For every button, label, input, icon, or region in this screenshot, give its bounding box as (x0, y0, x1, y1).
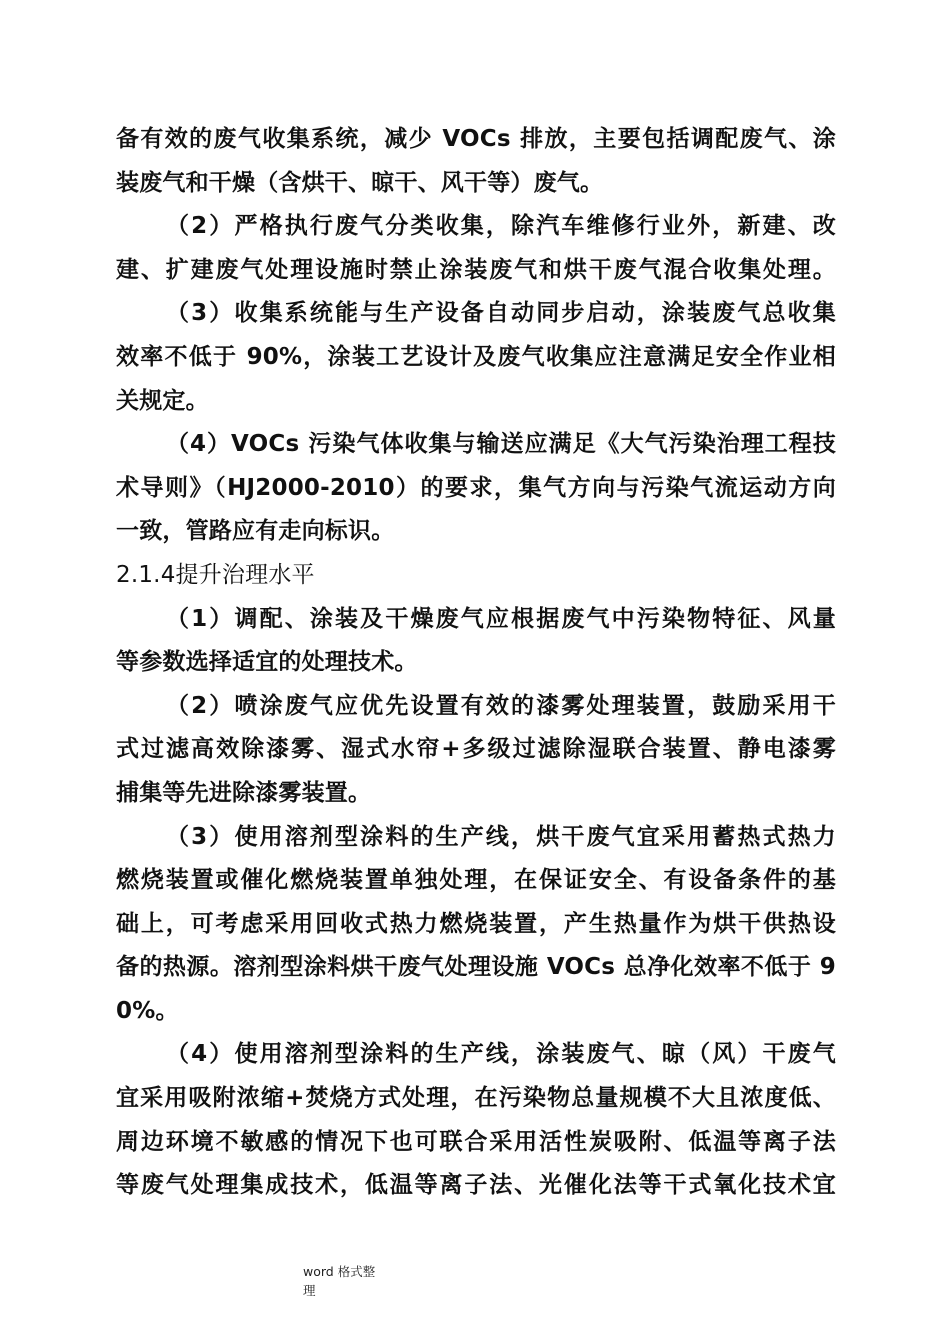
paragraph-line: （4）VOCs 污染气体收集与输送应满足《大气污染治理工程技 (166, 431, 836, 458)
paragraph-line: （4）使用溶剂型涂料的生产线，涂装废气、晾（风）干废气 (166, 1041, 836, 1068)
paragraph-line: 装废气和干燥（含烘干、晾干、风干等）废气。 (116, 169, 604, 196)
paragraph-line: 建、扩建废气处理设施时禁止涂装废气和烘干废气混合收集处理。 (116, 256, 836, 283)
paragraph-line: 等参数选择适宜的处理技术。 (116, 649, 418, 676)
paragraph-line: （1）调配、涂装及干燥废气应根据废气中污染物特征、风量 (166, 605, 836, 632)
paragraph-line: （2）严格执行废气分类收集，除汽车维修行业外，新建、改 (166, 213, 836, 240)
paragraph-line: 0%。 (116, 997, 179, 1024)
paragraph-line: 备的热源。溶剂型涂料烘干废气处理设施 VOCs 总净化效率不低于 9 (116, 954, 836, 981)
paragraph-line: 关规定。 (116, 387, 209, 414)
paragraph-line: （2）喷涂废气应优先设置有效的漆雾处理装置，鼓励采用干 (166, 692, 836, 719)
paragraph-line: （3）收集系统能与生产设备自动同步启动，涂装废气总收集 (166, 300, 836, 327)
paragraph-line: 等废气处理集成技术，低温等离子法、光催化法等干式氧化技术宜 (116, 1172, 836, 1199)
page-footer: word 格式整理 (303, 1264, 376, 1298)
paragraph-line: （3）使用溶剂型涂料的生产线，烘干废气宜采用蓄热式热力 (166, 823, 836, 850)
paragraph-line: 捕集等先进除漆雾装置。 (116, 779, 372, 806)
paragraph-line: 一致，管路应有走向标识。 (116, 518, 395, 545)
paragraph-line: 效率不低于 90%，涂装工艺设计及废气收集应注意满足安全作业相 (116, 343, 836, 370)
section-heading: 2.1.4提升治理水平 (116, 561, 315, 588)
paragraph-line: 术导则》（HJ2000-2010）的要求，集气方向与污染气流运动方向 (116, 474, 836, 501)
paragraph-line: 燃烧装置或催化燃烧装置单独处理，在保证安全、有设备条件的基 (116, 867, 836, 894)
paragraph-line: 备有效的废气收集系统，减少 VOCs 排放，主要包括调配废气、涂 (116, 126, 836, 152)
paragraph-line: 周边环境不敏感的情况下也可联合采用活性炭吸附、低温等离子法 (116, 1128, 836, 1155)
paragraph-line: 宜采用吸附浓缩+焚烧方式处理，在污染物总量规模不大且浓度低、 (116, 1085, 836, 1112)
paragraph-line: 础上，可考虑采用回收式热力燃烧装置，产生热量作为烘干供热设 (116, 910, 836, 937)
document-body (116, 118, 836, 1208)
paragraph-line: 式过滤高效除漆雾、湿式水帘+多级过滤除湿联合装置、静电漆雾 (116, 736, 836, 763)
